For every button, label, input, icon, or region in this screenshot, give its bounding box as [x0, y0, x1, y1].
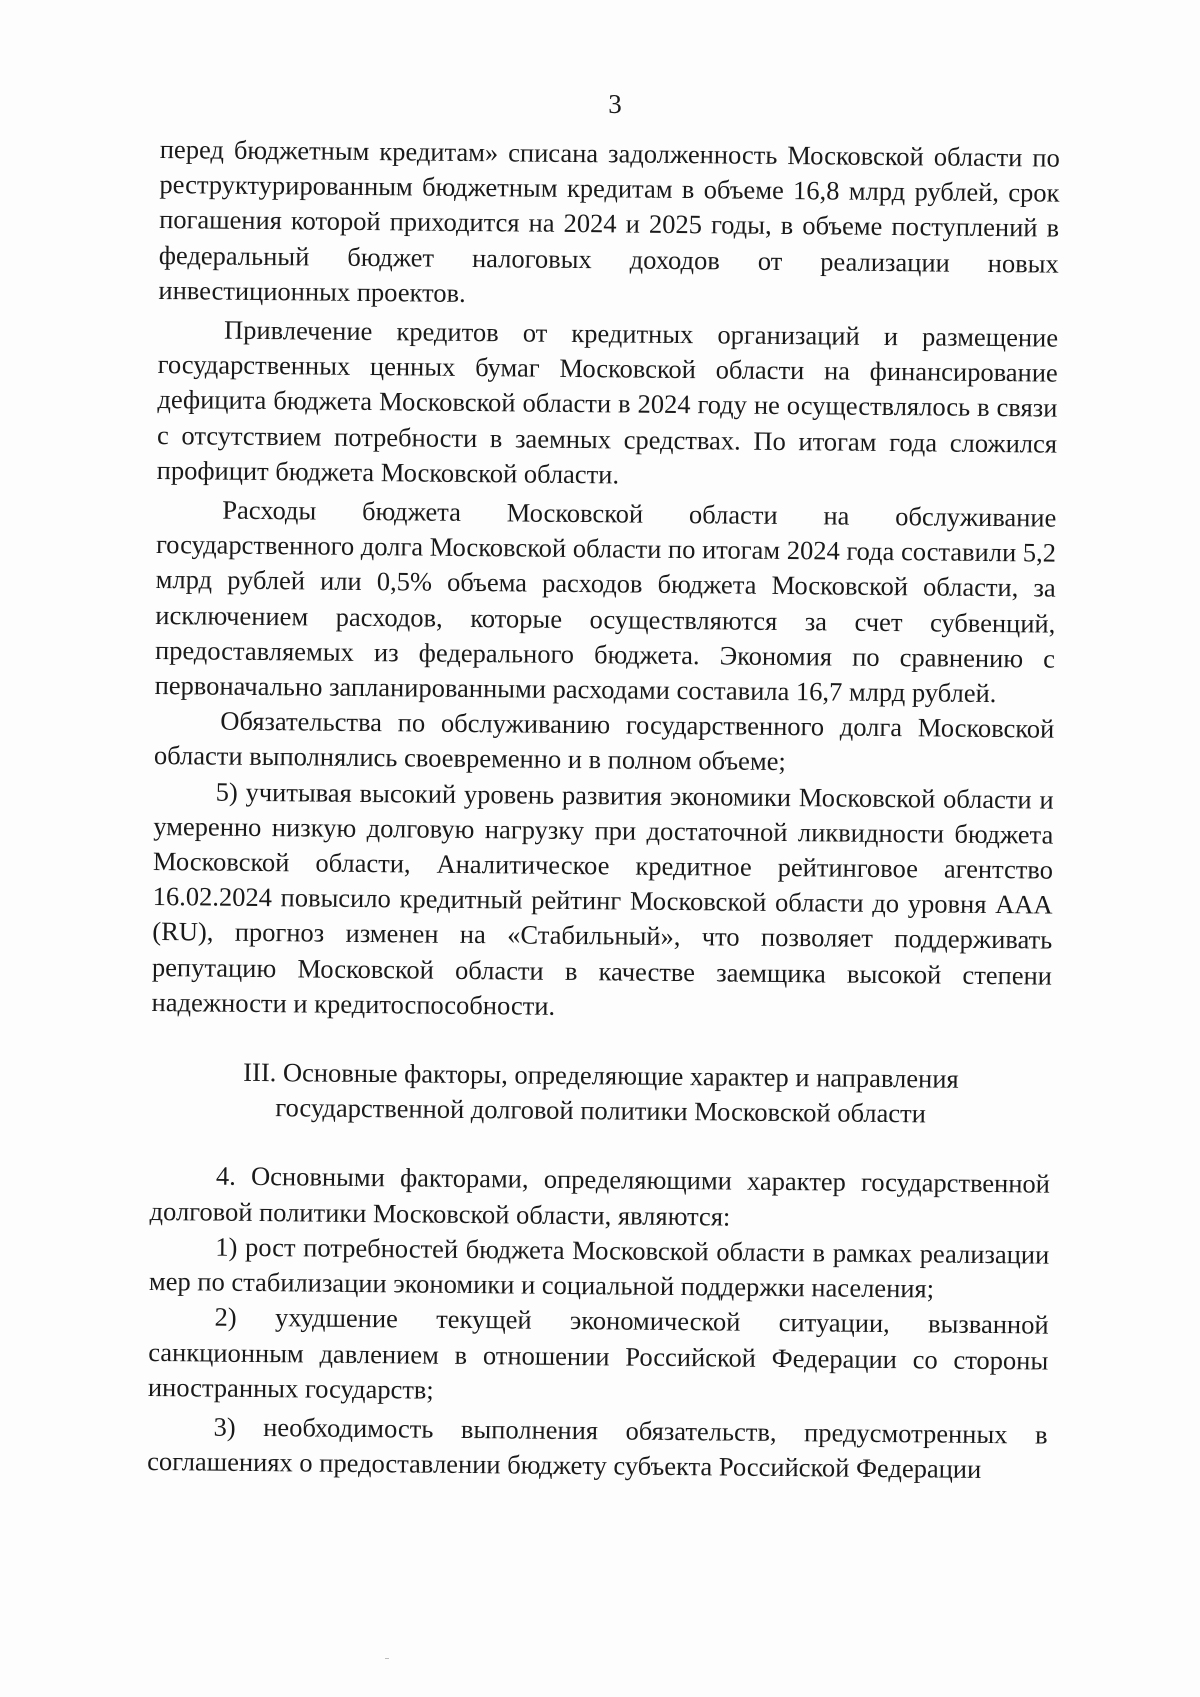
document-body: [147, 132, 1060, 1488]
section-heading-line-1: III. Основные факторы, определяющие характер и направления: [243, 1056, 959, 1094]
paragraph-item-5-rating: 5) учитывая высокий уровень развития экономики Московской области и умеренно низкую долговую нагрузку при достаточной ликвидности бюджета Московской области, Аналитическое кредитное рейтинговое агентство 16.02.2024 повысило кредитный рейтинг Московской области до уровня AAA (RU), прогноз изменен на «Стабильный», что позволяет поддерживать репутацию Московской области в качестве заемщика высокой степени надежности и кредитоспособности.: [151, 776, 1054, 1021]
scan-speck: [385, 1658, 389, 1659]
paragraph-obligations: Обязательства по обслуживанию государственного долга Московской области выполнялись своевременно и в полном объеме;: [153, 705, 1055, 777]
paragraph-factor-1: 1) рост потребностей бюджета Московской области в рамках реализации мер по стабилизации экономики и социальной поддержки населения;: [148, 1231, 1050, 1304]
paragraph-debt-service-expenses: Расходы бюджета Московской области на обслуживание государственного долга Московской области по итогам 2024 года составили 5,2 млрд рублей или 0,5% объема расходов бюджета Московской области, за исключением расходов, которые осуществляются за счет субвенций, предоставляемых из федерального бюджета. Экономия по сравнению с первоначально запланированными расходами составила 16,7 млрд рублей.: [154, 494, 1057, 709]
paragraph-factors-intro: 4. Основными факторами, определяющими характер государственной долговой политики Московской области, являются:: [149, 1161, 1051, 1232]
paragraph-continuation: перед бюджетным кредитам» списана задолженность Московской области по реструктурированным бюджетным кредитам в объеме 16,8 млрд рублей, срок погашения которой приходится на 2024 и 2025 годы, в объеме поступлений в федеральный бюджет налоговых доходов от реализации новых инвестиционных проектов.: [158, 133, 1060, 308]
paragraph-borrowing: Привлечение кредитов от кредитных организаций и размещение государственных ценных бумаг Московской области на финансирование дефицита бюджета Московской области в 2024 году не осуществлялось в связи с отсутствием потребности в заемных средствах. По итогам года сложился профицит бюджета Московской области.: [156, 314, 1059, 490]
paragraph-factor-2: 2) ухудшение текущей экономической ситуации, вызванной санкционным давлением в отношении Российской Федерации со стороны иностранных государств;: [147, 1301, 1049, 1405]
section-heading: [150, 1054, 1051, 1133]
page-number: 3: [608, 89, 622, 119]
paragraph-factor-3: 3) необходимость выполнения обязательств, предусмотренных в соглашениях о предоставлении бюджету субъекта Российской Федерации: [147, 1411, 1048, 1485]
section-heading-line-2: государственной долговой политики Московской области: [275, 1092, 927, 1129]
